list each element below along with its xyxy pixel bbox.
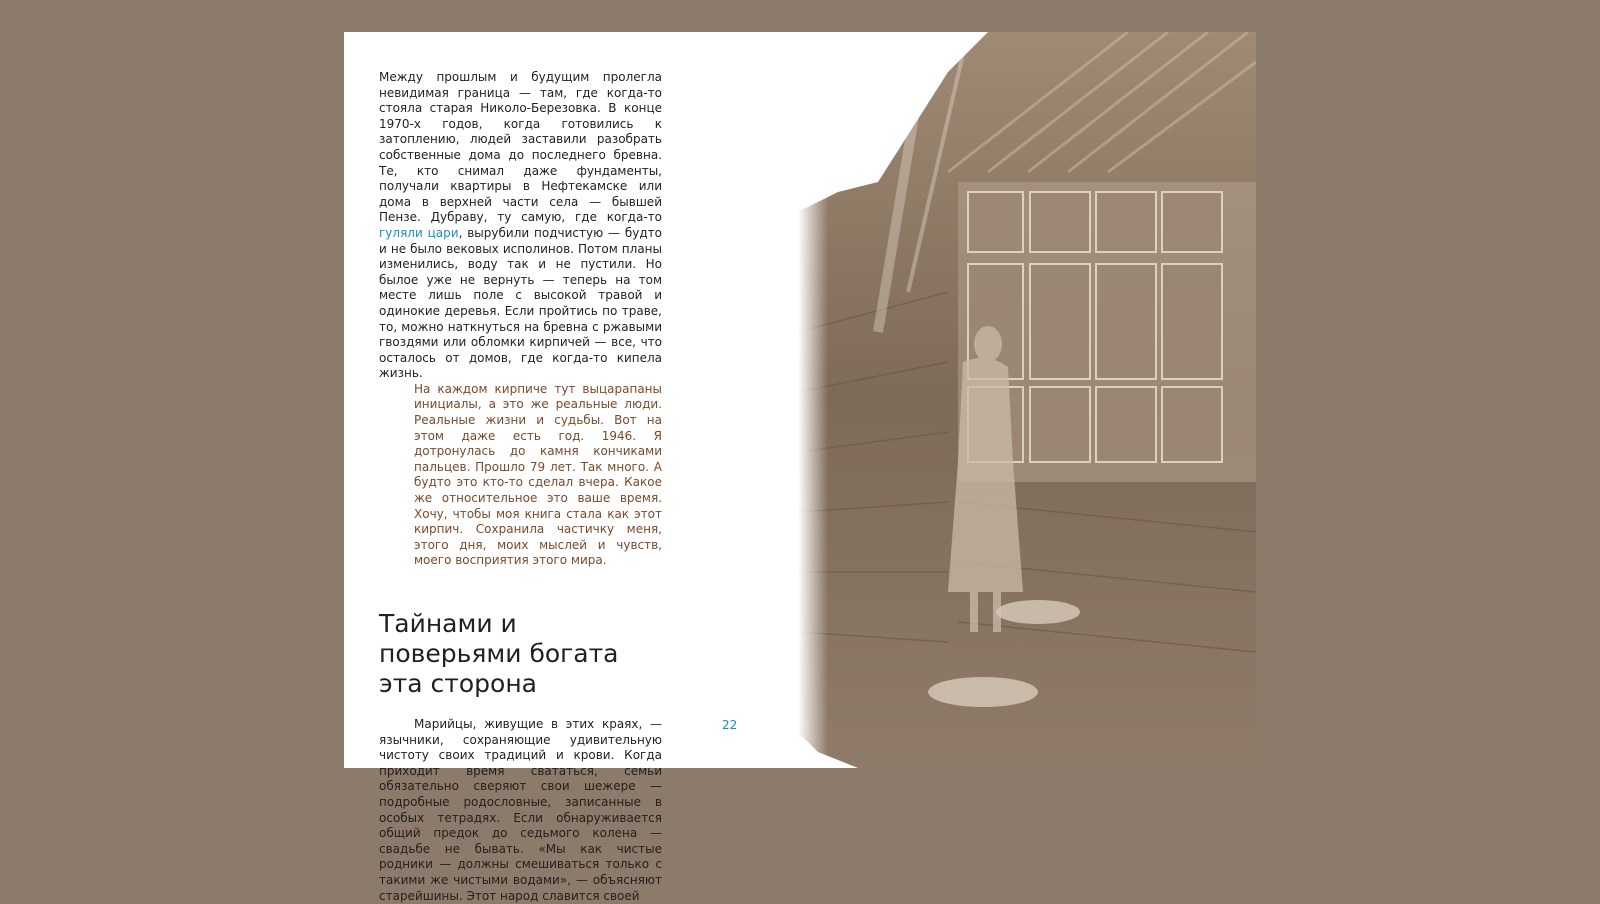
paragraph-1-part-2: , вырубили подчистую — будто и не было вековых исполинов. Потом планы изменились, воду так и не пустили. Но былое уже не вернуть — теперь на том месте лишь поле с высокой травой и одинокие деревья. Если пройтись по траве, то, можно наткнуться на бревна с ржавыми гвоздями или обломки кирпичей — все, что осталось от домов, где когда-то кипела жизнь.: [379, 225, 663, 381]
quote-block: На каждом кирпиче тут выцарапаны инициалы, а это же реальные люди. Реальные жизни и судьбы. Вот на этом даже есть год. 1946. Я дотронулась до камня кончиками пальцев. Прошло 79 лет. Так много. А будто это кто-то сделал вчера. Какое же относительное это ваше время. Хочу, чтобы моя книга стала как этот кирпич. Сохранила частичку меня, этого дня, моих мыслей и чувств, моего восприятия этого мира.: [414, 381, 662, 568]
left-page-text: [379, 70, 662, 904]
inline-link-guliali-tsari[interactable]: гуляли цари: [379, 225, 459, 240]
archival-photo: [798, 32, 1256, 768]
book-spread: [344, 32, 1256, 903]
body-paragraph-1: [379, 70, 662, 382]
photo-illustration: [798, 32, 1256, 768]
paragraph-1-part-1: Между прошлым и будущим пролегла невидимая граница — там, где когда-то стояла старая Николо-Березовка. В конце 1970-х годов, когда готовились к затоплению, людей заставили разобрать собственные дома до последнего бревна. Те, кто снимал даже фундаменты, получали квартиры в Нефтекамске или дома в верхней части села — бывшей Пензе. Дубраву, ту самую, где когда-то: [379, 70, 662, 225]
body-paragraph-2: Марийцы, живущие в этих краях, — язычники, сохраняющие удивительную чистоту своих традиций и крови. Когда приходит время свататься, семьи обязательно сверяют свои шежере — подробные родословные, записанные в особых тетрадях. Если обнаруживается общий предок до седьмого колена — свадьбе не бывать. «Мы как чистые родники — должны смешиваться только с такими же чистыми водами», — объясняют старейшины. Этот народ славится своей: [379, 717, 662, 903]
page-number: 22: [722, 718, 738, 732]
section-heading: Тайнами и поверьями богата эта сторона: [379, 609, 619, 698]
